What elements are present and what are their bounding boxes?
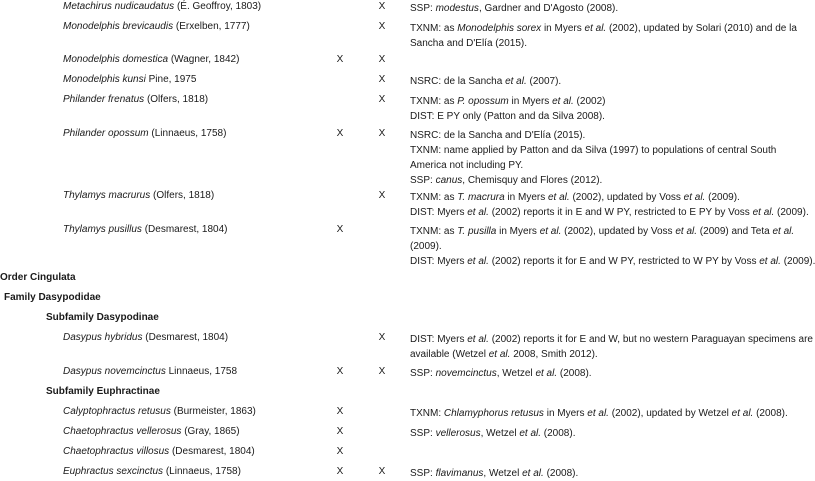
italic-text: et al. (772, 226, 795, 237)
italic-text: et al. (587, 408, 609, 419)
italic-text: et al. (752, 207, 775, 218)
notes-cell (410, 21, 802, 51)
note-text: SSP: (410, 428, 436, 439)
species-authority: Linnaeus, 1758 (168, 366, 238, 377)
note-text: TXNM: name applied by Patton and da Silva (1997) to populations of central South (410, 145, 777, 156)
notes-cell (410, 406, 802, 421)
note-text: (2009) and Teta (697, 226, 773, 237)
species-authority: (Desmarest, 1804) (144, 224, 228, 235)
species-name (63, 190, 214, 202)
west-presence-mark: X (378, 128, 386, 139)
species-name (63, 128, 226, 140)
note-text: (2002) (573, 96, 606, 107)
note-text: (2009). (705, 192, 740, 203)
italic-text: et al. (759, 256, 781, 267)
italic-text: et al. (522, 468, 544, 479)
note-line (410, 224, 802, 239)
note-text: in Myers (508, 96, 553, 107)
east-presence-mark: X (336, 406, 344, 417)
italic-text: et al. (467, 334, 489, 345)
note-line (410, 254, 815, 269)
note-text: 2008, Smith 2012). (510, 349, 598, 360)
east-presence-mark: X (336, 426, 344, 437)
italic-text: Monodelphis sorex (457, 23, 542, 34)
note-text: (2007). (526, 76, 562, 87)
italic-text: et al. (505, 76, 527, 87)
note-text: DIST: E PY only (Patton and da Silva 2008). (410, 111, 605, 122)
note-text: (2002), updated by Solari (2010) and de la (606, 23, 797, 34)
note-text: SSP: (410, 175, 436, 186)
species-name (63, 366, 237, 378)
species-binomial: Monodelphis brevicaudis (63, 21, 174, 32)
note-line (410, 347, 802, 362)
italic-text: et al. (467, 207, 489, 218)
species-binomial: Calyptophractus retusus (63, 406, 171, 417)
species-binomial: Philander opossum (63, 128, 149, 139)
notes-cell (410, 224, 815, 269)
species-authority: (Burmeister, 1863) (173, 406, 256, 417)
note-text: TXNM: as (410, 96, 458, 107)
note-line (410, 173, 802, 188)
note-text: DIST: Myers (410, 334, 468, 345)
note-line (410, 143, 802, 158)
notes-cell (410, 128, 802, 188)
east-presence-mark: X (336, 466, 344, 477)
family-heading: Family Dasypodidae (4, 292, 101, 303)
species-binomial: Thylamys pusillus (63, 224, 142, 235)
subfamily-heading: Subfamily Dasypodinae (46, 312, 159, 323)
italic-text: et al. (731, 408, 754, 419)
note-text: (2002), updated by Voss (561, 226, 676, 237)
italic-text: Chlamyphorus retusus (443, 408, 544, 419)
note-line (410, 332, 813, 347)
note-text: in Myers (496, 226, 540, 237)
note-text: (2002) reports it for E and W PY, restricted to W PY by Voss (488, 256, 760, 267)
species-name (63, 466, 241, 478)
species-name (63, 1, 261, 13)
note-text: NSRC: de la Sancha (410, 76, 506, 87)
note-text: SSP: (410, 3, 436, 14)
east-presence-mark: X (336, 54, 344, 65)
species-authority: (Desmarest, 1804) (145, 332, 229, 343)
west-presence-mark: X (378, 332, 386, 343)
species-authority: (Desmarest, 1804) (171, 446, 255, 457)
italic-text: T. pusilla (457, 226, 497, 237)
species-name (63, 406, 256, 418)
west-presence-mark: X (378, 190, 386, 201)
note-text: (2002) reports it in E and W PY, restricted to E PY by Voss (488, 207, 753, 218)
notes-cell (410, 1, 802, 16)
note-line (410, 74, 802, 89)
notes-cell (410, 426, 802, 441)
west-presence-mark: X (378, 1, 386, 12)
species-name (63, 54, 239, 66)
note-text: (2002), updated by Wetzel (608, 408, 732, 419)
west-presence-mark: X (378, 74, 386, 85)
note-text: , Chemisquy and Flores (2012). (462, 175, 603, 186)
species-binomial: Chaetophractus villosus (63, 446, 170, 457)
note-line (410, 21, 802, 36)
note-text: (2008). (543, 468, 579, 479)
west-presence-mark: X (378, 94, 386, 105)
species-authority: Pine, 1975 (148, 74, 197, 85)
italic-text: et al. (675, 226, 698, 237)
species-authority: (Linnaeus, 1758) (151, 128, 227, 139)
note-text: TXNM: (410, 408, 444, 419)
italic-text: et al. (535, 368, 558, 379)
species-binomial: Dasypus hybridus (63, 332, 143, 343)
species-authority: (Erxelben, 1777) (175, 21, 250, 32)
note-line (410, 128, 802, 143)
east-presence-mark: X (336, 224, 344, 235)
italic-text: flavimanus (435, 468, 484, 479)
note-text: DIST: Myers (410, 256, 468, 267)
species-name (63, 74, 196, 86)
species-authority: (É. Geoffroy, 1803) (176, 1, 262, 12)
note-text: (2009). (774, 207, 809, 218)
italic-text: novemcinctus (435, 368, 497, 379)
species-authority: (Linnaeus, 1758) (165, 466, 241, 477)
note-line (410, 366, 802, 381)
note-text: TXNM: as (410, 226, 458, 237)
note-text: in Myers (543, 408, 588, 419)
note-line (410, 205, 809, 220)
note-line (410, 1, 802, 16)
italic-text: et al. (552, 96, 574, 107)
italic-text: T. macrura (457, 192, 505, 203)
note-text: America not including PY. (410, 160, 524, 171)
note-text: SSP: (410, 468, 436, 479)
note-text: Sancha and D'Elía (2015). (410, 38, 527, 49)
species-binomial: Euphractus sexcinctus (63, 466, 164, 477)
note-text: (2008). (541, 428, 576, 439)
note-line (410, 406, 802, 421)
note-text: , Wetzel (483, 468, 523, 479)
species-binomial: Dasypus novemcinctus (63, 366, 166, 377)
order-heading: Order Cingulata (0, 272, 76, 283)
east-presence-mark: X (336, 446, 344, 457)
note-text: DIST: Myers (410, 207, 468, 218)
note-line (410, 36, 802, 51)
species-name (63, 446, 255, 458)
note-text: (2009). (780, 256, 815, 267)
west-presence-mark: X (378, 54, 386, 65)
italic-text: et al. (519, 428, 542, 439)
species-authority: (Gray, 1865) (184, 426, 240, 437)
east-presence-mark: X (336, 128, 344, 139)
species-authority: (Olfers, 1818) (153, 190, 215, 201)
note-line (410, 466, 802, 481)
italic-text: P. opossum (457, 96, 509, 107)
subfamily-heading: Subfamily Euphractinae (46, 386, 160, 397)
note-text: , Wetzel (496, 368, 536, 379)
notes-cell (410, 466, 802, 481)
italic-text: et al. (488, 349, 511, 360)
note-line (410, 109, 802, 124)
note-line (410, 426, 802, 441)
italic-text: et al. (548, 192, 570, 203)
note-text: (2009). (410, 241, 442, 252)
note-text: (2008). (753, 408, 788, 419)
species-binomial: Monodelphis domestica (63, 54, 169, 65)
note-text: TXNM: as (410, 192, 458, 203)
italic-text: vellerosus (435, 428, 481, 439)
east-presence-mark: X (336, 366, 344, 377)
notes-cell (410, 94, 802, 124)
notes-cell (410, 332, 813, 362)
italic-text: et al. (539, 226, 562, 237)
note-text: in Myers (541, 23, 585, 34)
species-name (63, 21, 250, 33)
species-binomial: Thylamys macrurus (63, 190, 151, 201)
note-text: SSP: (410, 368, 436, 379)
italic-text: et al. (467, 256, 489, 267)
note-text: (2008). (557, 368, 592, 379)
italic-text: canus (435, 175, 463, 186)
note-text: NSRC: de la Sancha and D'Elía (2015). (410, 130, 586, 141)
italic-text: et al. (584, 23, 607, 34)
species-binomial: Philander frenatus (63, 94, 145, 105)
note-line (410, 94, 802, 109)
note-text: , Wetzel (480, 428, 520, 439)
italic-text: modestus (435, 3, 479, 14)
note-line (410, 158, 802, 173)
note-text: (2002) reports it for E and W, but no western Paraguayan specimens are (488, 334, 813, 345)
italic-text: et al. (683, 192, 706, 203)
species-name (63, 224, 228, 236)
notes-cell (410, 190, 809, 220)
species-authority: (Olfers, 1818) (146, 94, 209, 105)
note-text: in Myers (504, 192, 548, 203)
species-authority: (Wagner, 1842) (170, 54, 240, 65)
west-presence-mark: X (378, 466, 386, 477)
species-name (63, 332, 228, 344)
species-binomial: Chaetophractus vellerosus (63, 426, 182, 437)
species-name (63, 94, 208, 106)
notes-cell (410, 366, 802, 381)
species-binomial: Metachirus nudicaudatus (63, 1, 175, 12)
note-text: , Gardner and D'Agosto (2008). (478, 3, 619, 14)
west-presence-mark: X (378, 21, 386, 32)
species-name (63, 426, 240, 438)
west-presence-mark: X (378, 366, 386, 377)
note-text: TXNM: as (410, 23, 458, 34)
note-text: (2002), updated by Voss (569, 192, 684, 203)
note-text: available (Wetzel (410, 349, 489, 360)
note-line (410, 190, 802, 205)
species-binomial: Monodelphis kunsi (63, 74, 146, 85)
note-line (410, 239, 802, 254)
notes-cell (410, 74, 802, 89)
